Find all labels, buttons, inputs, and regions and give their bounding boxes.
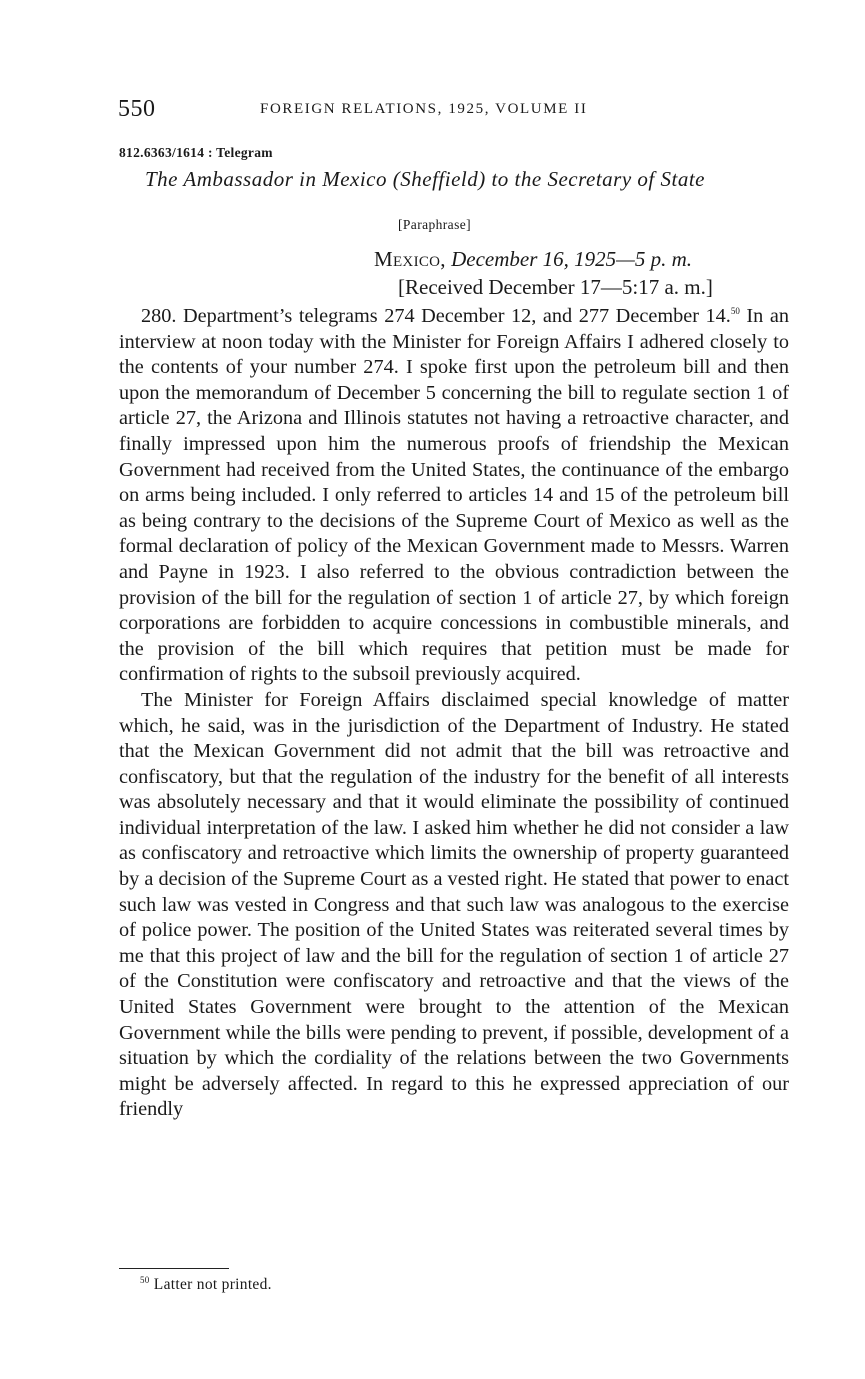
footnote-reference: 50 — [730, 306, 740, 317]
dateline-place: Mexico, — [374, 247, 446, 271]
received-line: [Received December 17—5:17 a. m.] — [398, 275, 713, 299]
document-title: The Ambassador in Mexico (Sheffield) to the Secretary of State — [145, 167, 705, 191]
footnote-text: Latter not printed. — [153, 1276, 272, 1293]
dateline — [374, 247, 692, 272]
body-paragraph-1 — [119, 304, 789, 688]
dateline-date: December 16, 1925—5 p. m. — [451, 247, 692, 271]
telegram-body — [119, 304, 789, 1123]
footnote-divider — [119, 1268, 229, 1269]
paragraph-1-start: 280. Department’s telegrams 274 December 12, and 277 December 14. — [141, 305, 731, 327]
paraphrase-note: [Paraphrase] — [398, 217, 472, 232]
page-number: 550 — [118, 96, 156, 122]
running-head — [118, 96, 790, 126]
footnote-mark: 50 — [140, 1274, 150, 1285]
paragraph-1-rest: In an interview at noon today with the Minister for Foreign Affairs I adhered closely to the contents of your number 274. I spoke first upon the petroleum bill and then upon the memorandum of December 5 concerning the bill to regulate section 1 of article 27, the Arizona and Illinois statutes not having a retroactive character, and finally impressed upon him the numerous proofs of friendship the Mexican Government had received from the United States, the continuance of the embargo on arms being included. I only referred to articles 14 and 15 of the petroleum bill as being contrary to the decisions of the Supreme Court of Mexico as well as the formal declaration of policy of the Mexican Government made to Messrs. Warren and Payne in 1923. I also referred to the obvious contradiction between the provision of the bill for the regulation of section 1 of article 27, by which foreign corporations are forbidden to acquire concessions in combustible minerals, and the provision of the bill which requires that petition must be made for confirmation of rights to the subsoil previously acquired. — [119, 305, 789, 686]
body-paragraph-2: The Minister for Foreign Affairs disclaimed special knowledge of matter which, he said, was in the jurisdiction of the Department of Industry. He stated that the Mexican Government did not admit that the bill was retroactive and confiscatory, but that the regulation of the industry for the benefit of all interests was absolutely necessary and that it would eliminate the possibility of continued individual interpretation of the law. I asked him whether he did not consider a law as confiscatory and retroactive which limits the ownership of property guaranteed by a decision of the Supreme Court as a vested right. He stated that power to enact such law was vested in Congress and that such law was analogous to the exercise of police power. The position of the United States was reiterated several times by me that this project of law and the bill for the regulation of section 1 of article 27 of the Constitution were confiscatory and retroactive and that the views of the United States Government were brought to the attention of the Mexican Government while the bills were pending to prevent, if possible, development of a situation by which the cordiality of the relations between the two Governments might be adversely affected. In regard to this he expressed appreciation of our friendly — [119, 688, 789, 1121]
footnote — [140, 1276, 272, 1294]
running-title: FOREIGN RELATIONS, 1925, VOLUME II — [260, 101, 588, 117]
file-reference: 812.6363/1614 : Telegram — [119, 145, 273, 160]
